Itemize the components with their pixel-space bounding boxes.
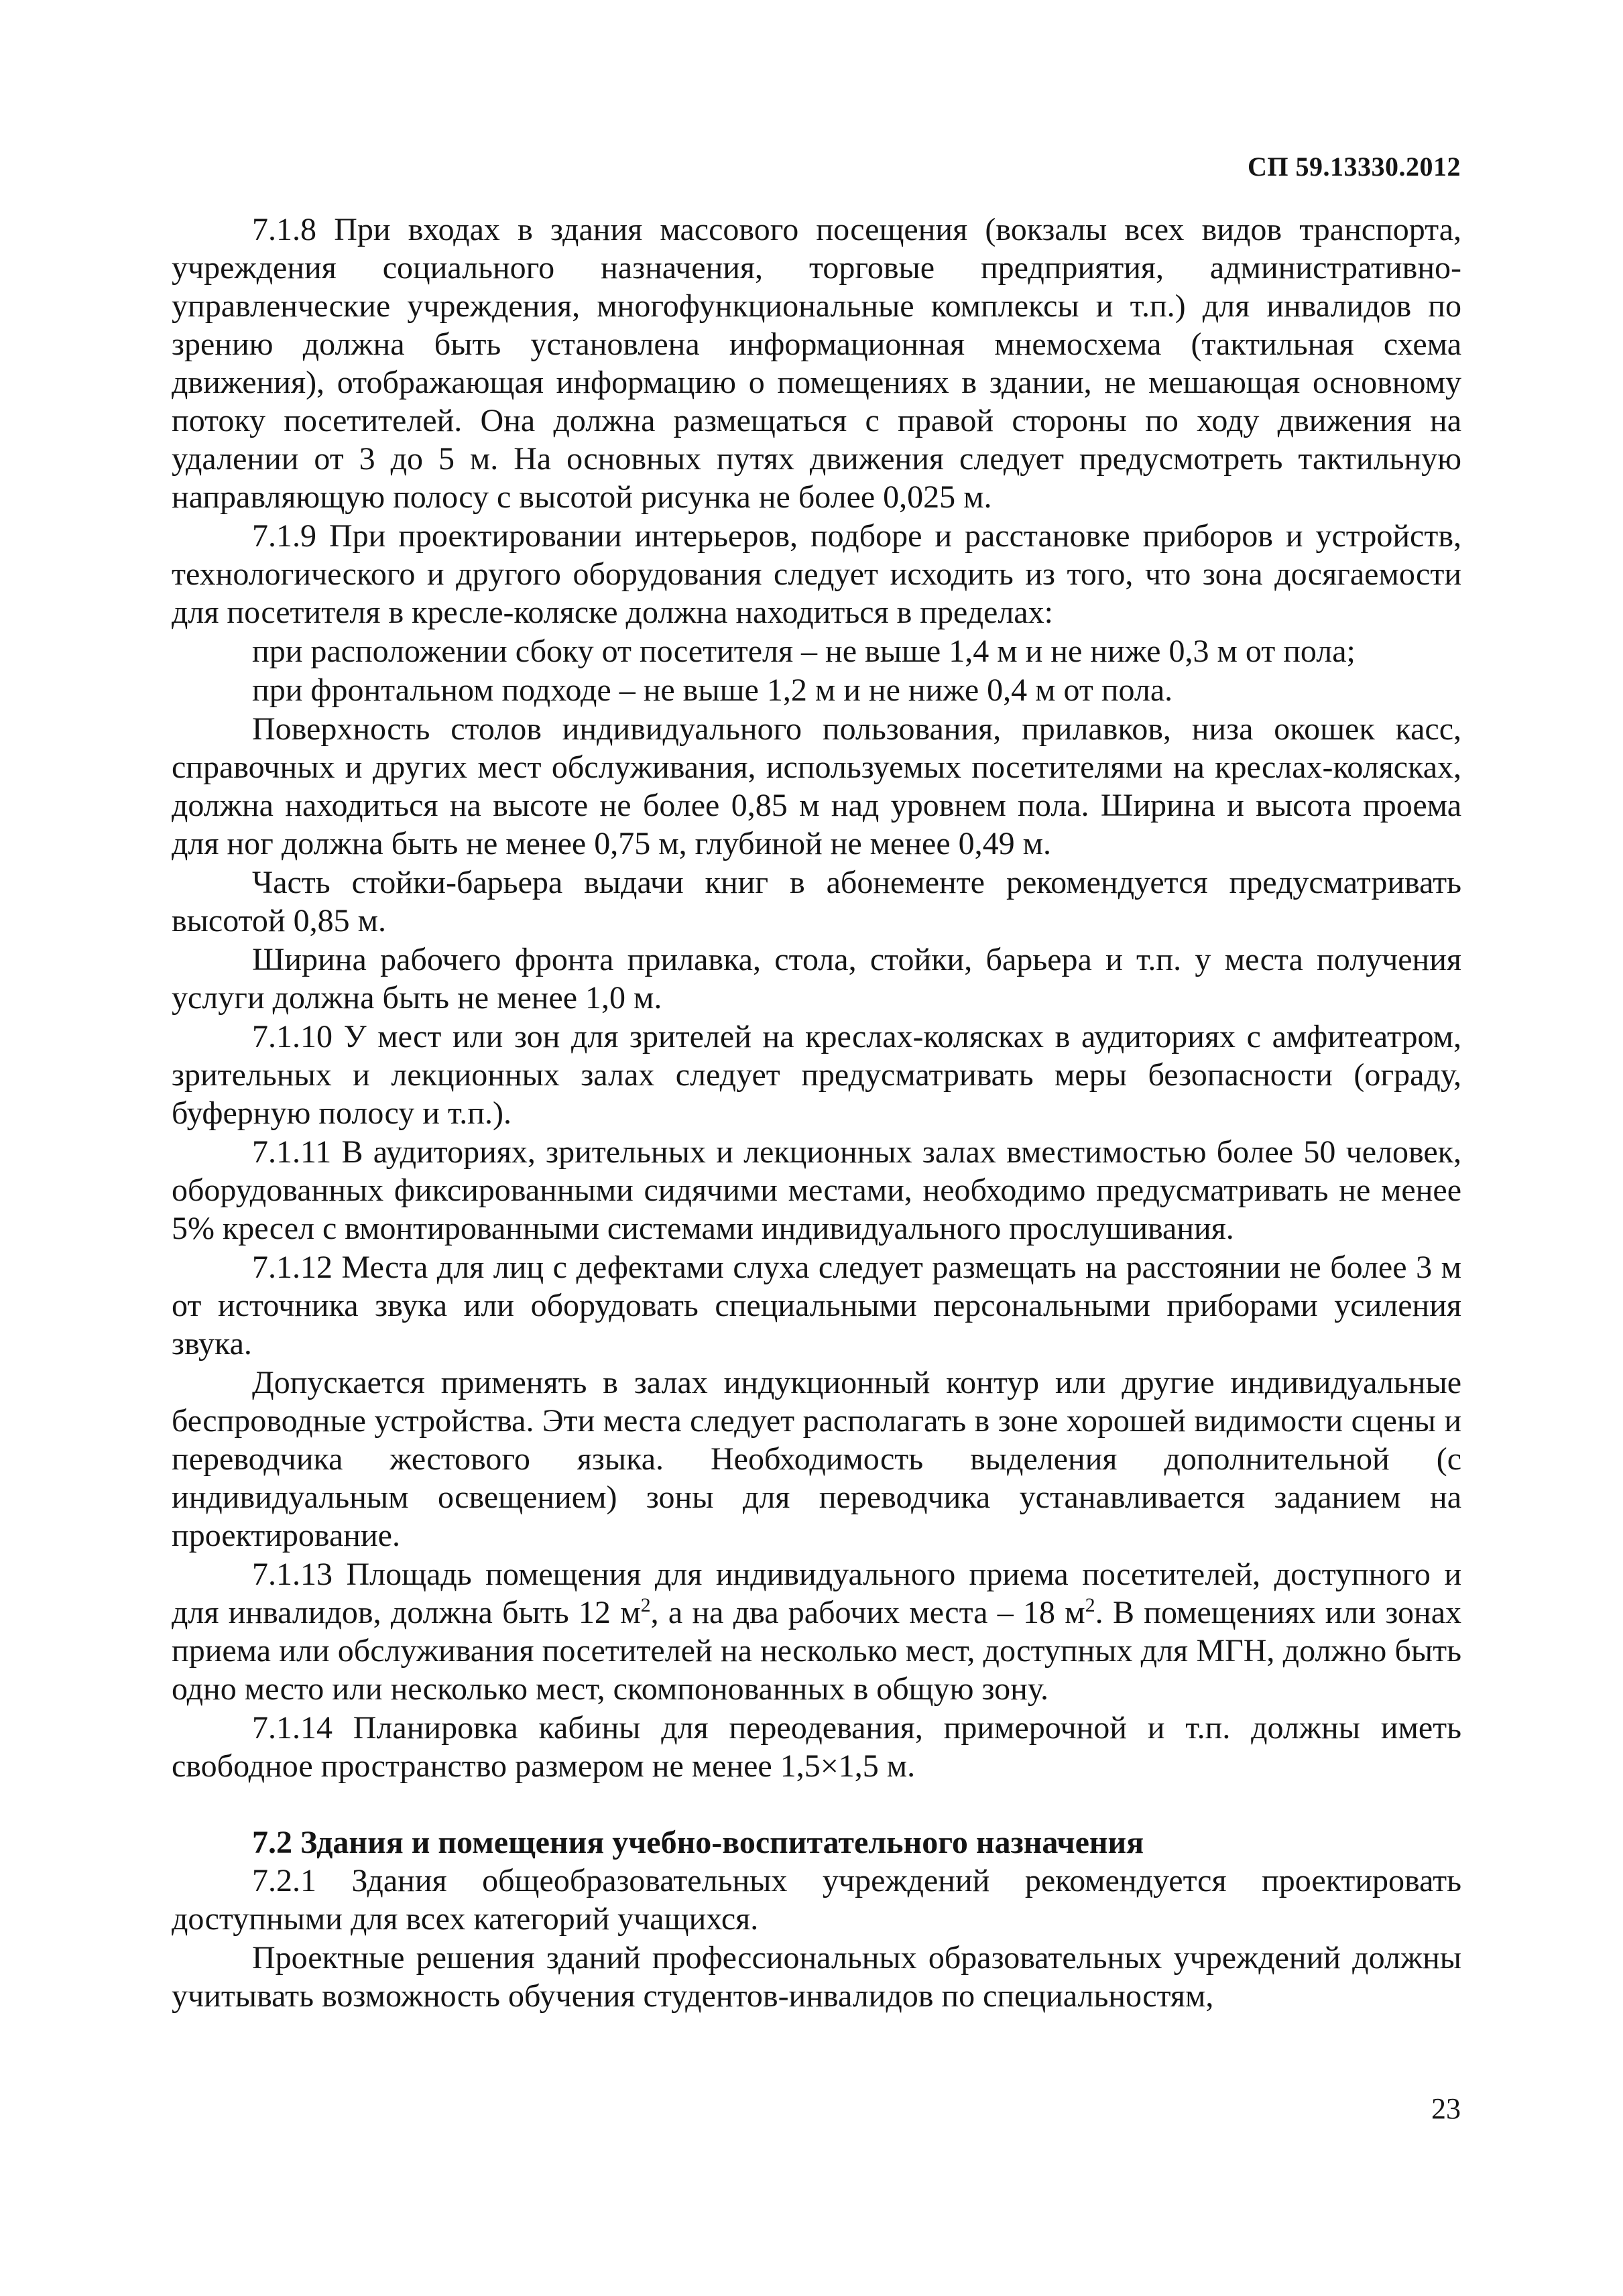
section-heading-7-2: 7.2 Здания и помещения учебно-воспитательного назначения bbox=[252, 1825, 1144, 1860]
document-code-header: СП 59.13330.2012 bbox=[1248, 152, 1461, 182]
paragraph-7-1-13 bbox=[172, 1555, 1461, 1708]
paragraph-7-1-8: 7.1.8 При входах в здания массового посещения (вокзалы всех видов транспорта, учреждения социального назначения, торговые предприятия, административно-управленческие учреждения, многофункциональные комплексы и т.п.) для инвалидов по зрению должна быть установлена информационная мнемосхема (тактильная схема движения), отображающая информацию о помещениях в здании, не мешающая основному потоку посетителей. Она должна размещаться с правой стороны по ходу движения на удалении от 3 до 5 м. На основных путях движения следует предусмотреть тактильную направляющую полосу с высотой рисунка не более 0,025 м. bbox=[172, 212, 1461, 515]
paragraph-7-1-9: 7.1.9 При проектировании интерьеров, подборе и расстановке приборов и устройств, технологического и другого оборудования следует исходить из того, что зона досягаемости для посетителя в кресле-коляске должна находиться в пределах: bbox=[172, 518, 1461, 630]
paragraph-7-1-12: 7.1.12 Места для лиц с дефектами слуха следует размещать на расстоянии не более 3 м от источника звука или оборудовать специальными персональными приборами усиления звука. bbox=[172, 1250, 1461, 1362]
paragraph-side-reach: при расположении сбоку от посетителя – не выше 1,4 м и не ниже 0,3 м от пола; bbox=[252, 633, 1356, 669]
paragraph-7-1-13-part-a: 7.1.13 Площадь помещения для индивидуального приема посетителей, доступного и для инвалидов, должна быть 12 м bbox=[172, 1557, 1461, 1630]
paragraph-professional-institutions: Проектные решения зданий профессиональных образовательных учреждений должны учитывать возможность обучения студентов-инвалидов по специальностям, bbox=[172, 1940, 1461, 2014]
paragraph-7-1-14: 7.1.14 Планировка кабины для переодевания, примерочной и т.п. должны иметь свободное пространство размером не менее 1,5×1,5 м. bbox=[172, 1710, 1461, 1784]
paragraph-7-1-10: 7.1.10 У мест или зон для зрителей на креслах-колясках в аудиториях с амфитеатром, зрительных и лекционных залах следует предусматривать меры безопасности (ограду, буферную полосу и т.п.). bbox=[172, 1019, 1461, 1131]
paragraph-7-1-13-part-c: . В помещениях или зонах приема или обслуживания посетителей на несколько мест, доступных для МГН, должно быть одно место или несколько мест, скомпонованных в общую зону. bbox=[172, 1595, 1462, 1707]
paragraph-7-2-1: 7.2.1 Здания общеобразовательных учреждений рекомендуется проектировать доступными для всех категорий учащихся. bbox=[172, 1863, 1461, 1937]
paragraph-induction-loop: Допускается применять в залах индукционный контур или другие индивидуальные беспроводные устройства. Эти места следует располагать в зоне хорошей видимости сцены и переводчика жестового языка. Необходимость выделения дополнительной (с индивидуальным освещением) зоны для переводчика устанавливается заданием на проектирование. bbox=[172, 1365, 1461, 1553]
paragraph-7-1-11: 7.1.11 В аудиториях, зрительных и лекционных залах вместимостью более 50 человек, оборудованных фиксированными сидячими местами, необходимо предусматривать не менее 5% кресел с вмонтированными системами индивидуального прослушивания. bbox=[172, 1134, 1461, 1246]
superscript-2: 2 bbox=[640, 1594, 651, 1616]
superscript-2: 2 bbox=[1085, 1594, 1095, 1616]
paragraph-working-front: Ширина рабочего фронта прилавка, стола, стойки, барьера и т.п. у места получения услуги должна быть не менее 1,0 м. bbox=[172, 942, 1461, 1016]
paragraph-table-surface: Поверхность столов индивидуального пользования, прилавков, низа окошек касс, справочных и других мест обслуживания, используемых посетителями на креслах-колясках, должна находиться на высоте не более 0,85 м над уровнем пола. Ширина и высота проема для ног должна быть не менее 0,75 м, глубиной не менее 0,49 м. bbox=[172, 711, 1461, 861]
page-number: 23 bbox=[1431, 2092, 1461, 2125]
paragraph-front-reach: при фронтальном подходе – не выше 1,2 м и не ниже 0,4 м от пола. bbox=[252, 672, 1173, 708]
paragraph-7-1-13-part-b: , а на два рабочих места – 18 м bbox=[650, 1595, 1085, 1630]
paragraph-library-counter: Часть стойки-барьера выдачи книг в абонементе рекомендуется предусматривать высотой 0,85 м. bbox=[172, 865, 1461, 939]
document-body bbox=[172, 210, 1461, 2016]
